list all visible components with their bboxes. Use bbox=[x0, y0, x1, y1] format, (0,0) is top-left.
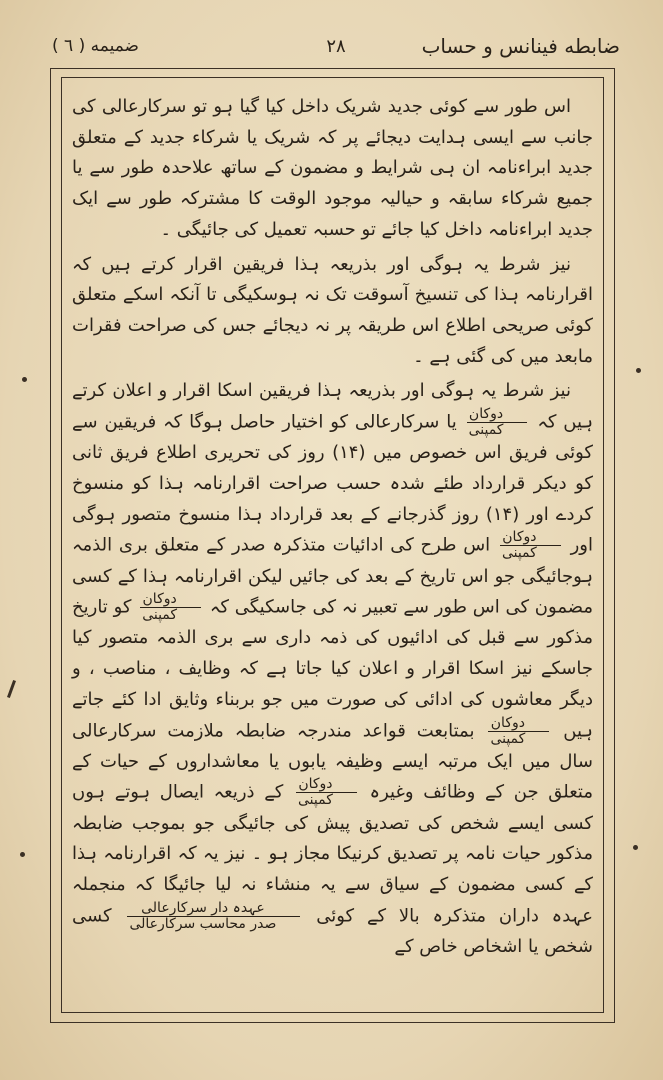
paragraph-2-text: نیز شرط یہ ہوگی اور بذریعہ ہذا فریقین اقرار کرتے ہیں کہ اقرارنامہ ہذا کی تنسیخ آسوقت تک نہ ہوسکیگی تا آنکہ اسکے متعلق کوئی صریحی اطلاع اس طریقہ پر نہ دیجائے جس کی صراحت فقرات مابعد میں کی گئی ہے ۔ bbox=[72, 253, 593, 367]
fraction-top: دوکان bbox=[296, 777, 357, 793]
fraction-top: دوکان bbox=[467, 407, 528, 423]
fraction-top: دوکان bbox=[500, 530, 561, 546]
paragraph-1 bbox=[72, 92, 593, 246]
paragraph-3-text-f: کے ذریعہ ایصال ہوتے ہوں کسی ایسے شخص کی تصدیق پیش کی جائیگی جو بموجب ضابطہ مذکور حیات نامہ پر تصدیق کرنیکا مجاز ہو ۔ نیز یہ کہ اقرارنامہ ہذا کے کسی مضمون کے سیاق سے یہ منشاء نہ لیا جائیگا کہ منجملہ عہدہ داران متذکرہ بالا کے کوئی bbox=[72, 781, 593, 927]
shop-company-fraction bbox=[467, 407, 528, 438]
supplement-label: ضمیمه ( ٦ ) bbox=[52, 36, 139, 56]
paragraph-3-text-c: اس طرح کی ادائیات متذکرہ صدر کے متعلق بری الذمہ ہوجائیگی جو اس تاریخ کے بعد کی جائیں لیکن اقرارنامہ ہذا کے کسی مضمون کی اس طور سے تعبیر نہ کی جاسکیگی کہ bbox=[72, 534, 593, 618]
shop-company-fraction bbox=[488, 716, 549, 747]
paragraph-3-text-b: یا سرکارعالی کو اختیار حاصل ہوگا کہ فریقین سے کوئی فریق اس خصوص میں (۱۴) روز کی تحریری اطلاع فریق ثانی کو دیکر قرارداد طئے شدہ حسب صراحت اقرارنامہ ہذا کو منسوخ کردے اور (۱۴) روز گذرجانے کے بعد قرارداد ہذا منسوخ متصور ہوگی اور bbox=[72, 411, 593, 556]
margin-mark bbox=[636, 368, 641, 373]
text-body bbox=[61, 77, 604, 1013]
paragraph-3-text-g: کسی شخص یا اشخاص خاص کے bbox=[72, 905, 593, 957]
margin-mark bbox=[633, 845, 638, 850]
shop-company-fraction bbox=[296, 777, 357, 808]
paragraph-2 bbox=[72, 250, 593, 373]
page-number: ۲۸ bbox=[326, 36, 346, 57]
officer-fraction-bottom: صدر محاسب سرکارعالی bbox=[129, 915, 277, 932]
fraction-bottom: کمپنی bbox=[490, 730, 526, 747]
page-header bbox=[52, 30, 620, 62]
fraction-bottom: کمپنی bbox=[501, 545, 537, 562]
paragraph-3-text-e: بمتابعت قواعد مندرجہ ضابطہ ملازمت سرکارعالی سال میں ایک مرتبہ ایسے وظیفہ یابوں یا معاشداروں کے حیات کے متعلق جن کے وظائف وغیرہ bbox=[72, 720, 593, 803]
fraction-bottom: کمپنی bbox=[142, 607, 178, 624]
fraction-top: دوکان bbox=[488, 716, 549, 732]
officer-fraction-top: عہدہ دار سرکارعالی bbox=[127, 901, 300, 917]
paragraph-3 bbox=[72, 376, 593, 962]
shop-company-fraction bbox=[140, 592, 201, 623]
header-title: ضابطه فینانس و حساب bbox=[421, 34, 620, 58]
fraction-bottom: کمپنی bbox=[468, 422, 504, 439]
paragraph-1-text: اس طور سے کوئی جدید شریک داخل کیا گیا ہو تو سرکارعالی کی جانب سے ایسی ہدایت دیجائے پر کہ شریک یا شرکاء جدید کے متعلق جدید ابراءنامہ ان ہی شرایط و مضمون کے ساتھ علاحدہ طور سے یا جمیع شرکاء سابقہ و حیالیہ موجود الوقت کا مشترکہ طور سے ایک جدید ابراءنامہ داخل کیا جائے تو حسبہ تعمیل کی جائیگی ۔ bbox=[72, 96, 593, 240]
paragraph-3-text-d: کو تاریخ مذکور سے قبل کی ادائیوں کی ذمہ داری سے بری الذمہ متصور کیا جاسکے نیز اسکا اقرار و اعلان کیا جاتا ہے کہ وظایف ، مناصب ، و دیگر معاشوں کی ادائی کی صورت میں جو بربناء وثایق ادا کئے جاتے ہیں bbox=[72, 596, 593, 742]
officer-fraction bbox=[127, 901, 300, 932]
margin-mark bbox=[22, 377, 27, 382]
shop-company-fraction bbox=[500, 530, 561, 561]
fraction-bottom: کمپنی bbox=[297, 792, 333, 809]
margin-tick bbox=[7, 680, 16, 698]
margin-mark bbox=[20, 852, 25, 857]
fraction-top: دوکان bbox=[140, 592, 201, 608]
paragraph-3-text-a: نیز شرط یہ ہوگی اور بذریعہ ہذا فریقین اسکا اقرار و اعلان کرتے ہیں کہ bbox=[72, 380, 593, 433]
